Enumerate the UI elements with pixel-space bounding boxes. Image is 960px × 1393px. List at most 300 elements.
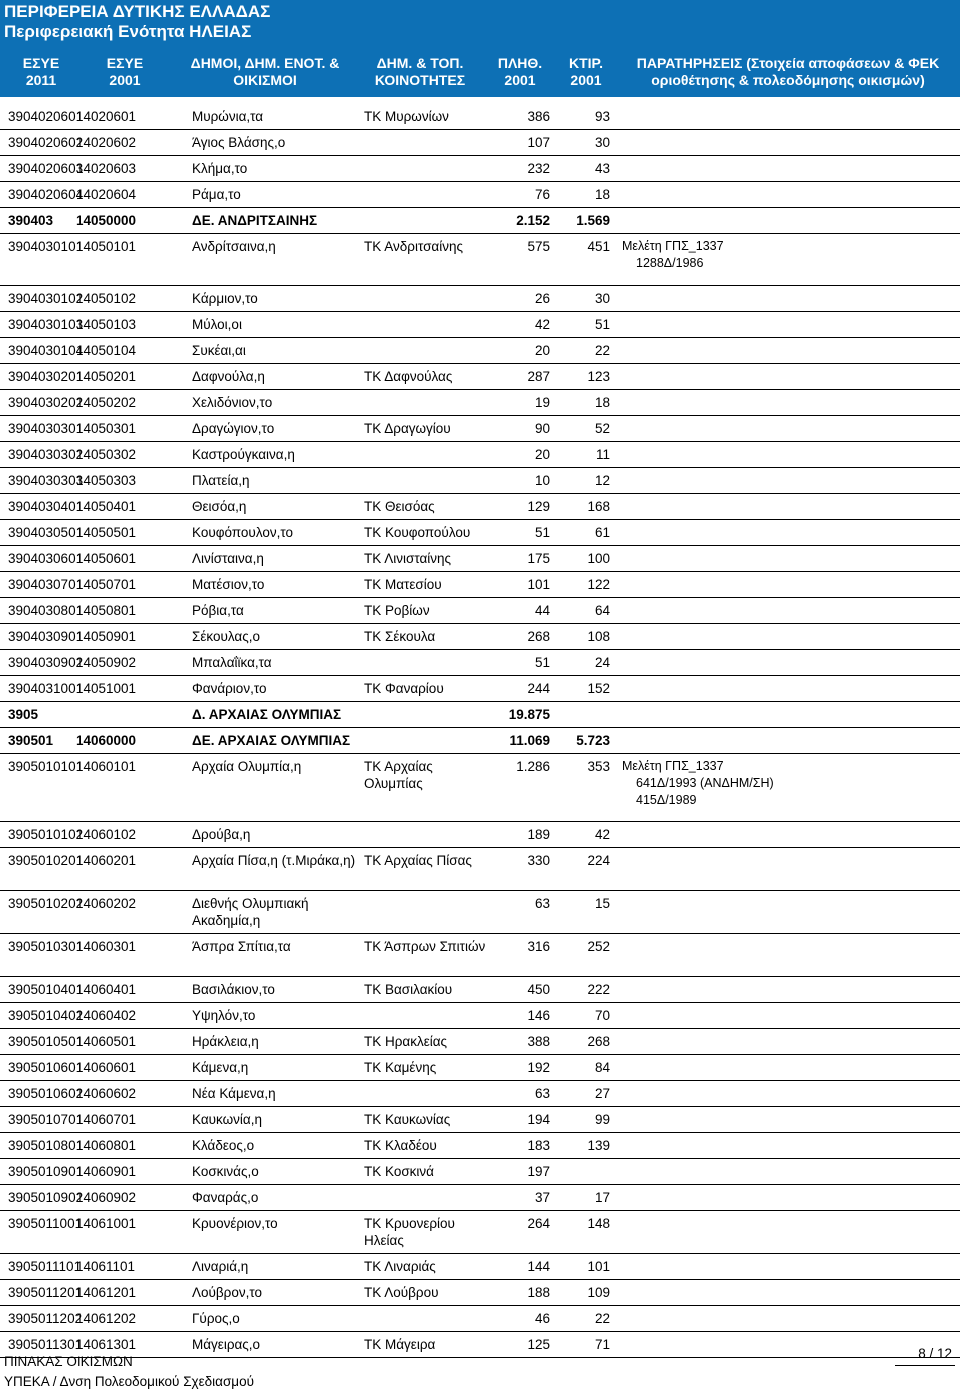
cell-c1: 14061101 <box>76 1259 136 1274</box>
cell-c4: 197 <box>527 1164 550 1179</box>
cell-c0: 3905010401 <box>8 982 84 997</box>
table-row <box>0 977 960 1003</box>
remark-line: 1288Δ/1986 <box>636 256 704 270</box>
cell-c5: 71 <box>594 1337 610 1352</box>
cell-c5: 99 <box>594 1112 610 1127</box>
cell-c2: Φαναράς,ο <box>192 1190 259 1205</box>
cell-c1: 14060301 <box>76 939 137 954</box>
cell-c2: Διεθνής Ολυμπιακή Ακαδημία,η <box>192 896 309 928</box>
settlements-table <box>0 104 960 1358</box>
cell-c1: 14020601 <box>76 109 137 124</box>
cell-c4: 19.875 <box>508 707 550 722</box>
table-row <box>0 312 960 338</box>
cell-c5: 93 <box>594 109 610 124</box>
cell-c4: 264 <box>527 1216 550 1231</box>
cell-c0: 3905010701 <box>8 1112 84 1127</box>
cell-c2: Ανδρίτσαινα,η <box>192 239 276 254</box>
table-row <box>0 208 960 234</box>
cell-c3: ΤΚ Βασιλακίου <box>364 982 453 997</box>
cell-c5: 148 <box>587 1216 610 1231</box>
cell-c3: ΤΚ Δραγωγίου <box>364 421 451 436</box>
table-row <box>0 442 960 468</box>
cell-c0: 3905010102 <box>8 827 84 842</box>
cell-c2: Βασιλάκιον,το <box>192 982 275 997</box>
cell-c1: 14060402 <box>76 1008 137 1023</box>
table-row <box>0 822 960 848</box>
table-row <box>0 364 960 390</box>
cell-c5: 451 <box>587 239 610 254</box>
cell-c3: ΤΚ Λούβρου <box>364 1285 439 1300</box>
remark-line: 641Δ/1993 (ΑΝΔΗΜ/ΣΗ) <box>636 776 774 790</box>
cell-c4: 26 <box>534 291 550 306</box>
cell-c1: 14050303 <box>76 473 137 488</box>
remarks-cell <box>622 238 957 272</box>
table-row <box>0 598 960 624</box>
table-row <box>0 234 960 286</box>
cell-c4: 42 <box>534 317 550 332</box>
table-row <box>0 728 960 754</box>
table-row <box>0 1280 960 1306</box>
cell-c0: 3904030101 <box>8 239 84 254</box>
cell-c0: 3905 <box>8 707 39 722</box>
cell-c4: 10 <box>534 473 550 488</box>
cell-c2: Θεισόα,η <box>192 499 247 514</box>
table-row <box>0 130 960 156</box>
table-row <box>0 1254 960 1280</box>
cell-c5: 42 <box>594 827 610 842</box>
cell-c0: 3905011101 <box>8 1259 82 1274</box>
cell-c4: 146 <box>527 1008 550 1023</box>
cell-c0: 3905010902 <box>8 1190 84 1205</box>
cell-c2: Καστρούγκαινα,η <box>192 447 295 462</box>
cell-c2: Άγιος Βλάσης,ο <box>192 135 286 150</box>
cell-c5: 139 <box>587 1138 610 1153</box>
cell-c1: 14060401 <box>76 982 137 997</box>
cell-c2: ΔΕ. ΑΝΔΡΙΤΣΑΙΝΗΣ <box>192 213 318 228</box>
table-row <box>0 182 960 208</box>
cell-c3: ΤΚ Ηρακλείας <box>364 1034 448 1049</box>
cell-c5: 22 <box>594 1311 610 1326</box>
cell-c0: 3905010101 <box>8 759 84 774</box>
cell-c1: 14050101 <box>76 239 137 254</box>
table-row <box>0 754 960 822</box>
cell-c4: 244 <box>527 681 550 696</box>
cell-c0: 390501 <box>8 733 54 748</box>
cell-c2: Συκέαι,αι <box>192 343 246 358</box>
cell-c0: 3905011202 <box>8 1311 83 1326</box>
cell-c0: 3904030202 <box>8 395 84 410</box>
cell-c4: 144 <box>527 1259 550 1274</box>
cell-c5: 43 <box>594 161 610 176</box>
cell-c1: 14050901 <box>76 629 137 644</box>
cell-c2: Ηράκλεια,η <box>192 1034 259 1049</box>
cell-c1: 14060801 <box>76 1138 137 1153</box>
cell-c1: 14020604 <box>76 187 137 202</box>
table-row <box>0 1211 960 1254</box>
cell-c2: Δ. ΑΡΧΑΙΑΣ ΟΛΥΜΠΙΑΣ <box>192 707 342 722</box>
cell-c1: 14050501 <box>76 525 137 540</box>
cell-c4: 20 <box>534 447 550 462</box>
cell-c1: 14061202 <box>76 1311 137 1326</box>
cell-c0: 3905010601 <box>8 1060 84 1075</box>
cell-c1: 14050000 <box>76 213 137 228</box>
footer <box>4 1352 254 1392</box>
cell-c2: Μύλοι,οι <box>192 317 242 332</box>
cell-c3: ΤΚ Κουφοπούλου <box>364 525 471 540</box>
col-header-buildings: ΚΤΙΡ. 2001 <box>569 55 603 88</box>
cell-c3: ΤΚ Λινισταίνης <box>364 551 452 566</box>
cell-c5: 353 <box>587 759 610 774</box>
cell-c2: Άσπρα Σπίτια,τα <box>192 939 291 954</box>
cell-c2: Πλατεία,η <box>192 473 250 488</box>
cell-c4: 129 <box>527 499 550 514</box>
cell-c4: 20 <box>534 343 550 358</box>
cell-c5: 22 <box>594 343 610 358</box>
table-row <box>0 338 960 364</box>
cell-c0: 3904030901 <box>8 629 84 644</box>
cell-c1: 14050103 <box>76 317 137 332</box>
table-row <box>0 1159 960 1185</box>
cell-c5: 84 <box>594 1060 610 1075</box>
page-number-rule <box>895 1365 955 1366</box>
cell-c5: 18 <box>594 395 610 410</box>
cell-c4: 63 <box>534 896 550 911</box>
cell-c0: 3904020602 <box>8 135 84 150</box>
cell-c1: 14061201 <box>76 1285 137 1300</box>
remarks-cell <box>622 758 957 809</box>
table-row <box>0 494 960 520</box>
cell-c0: 3904030601 <box>8 551 84 566</box>
cell-c3: ΤΚ Μάγειρα <box>364 1337 436 1352</box>
cell-c0: 3904030302 <box>8 447 84 462</box>
cell-c0: 3904030401 <box>8 499 84 514</box>
cell-c2: Νέα Κάμενα,η <box>192 1086 276 1101</box>
cell-c1: 14050701 <box>76 577 137 592</box>
cell-c2: Δρούβα,η <box>192 827 251 842</box>
cell-c1: 14050301 <box>76 421 137 436</box>
table-row <box>0 572 960 598</box>
cell-c3: ΤΚ Θεισόας <box>364 499 435 514</box>
cell-c0: 3904030301 <box>8 421 84 436</box>
cell-c3: ΤΚ Άσπρων Σπιτιών <box>364 939 486 954</box>
cell-c2: Κουφόπουλον,το <box>192 525 294 540</box>
cell-c3: ΤΚ Λιναριάς <box>364 1259 436 1274</box>
table-row <box>0 1107 960 1133</box>
remark-line: Μελέτη ΓΠΣ_1337 <box>622 759 724 773</box>
cell-c1: 14060201 <box>76 853 137 868</box>
table-row <box>0 1133 960 1159</box>
cell-c1: 14020603 <box>76 161 137 176</box>
cell-c4: 125 <box>527 1337 550 1352</box>
cell-c3: ΤΚ Καμένης <box>364 1060 437 1075</box>
unit-title: Περιφερειακή Ενότητα ΗΛΕΙΑΣ <box>4 22 252 41</box>
table-row <box>0 1306 960 1332</box>
table-row <box>0 546 960 572</box>
cell-c1: 14060602 <box>76 1086 137 1101</box>
table-row <box>0 1055 960 1081</box>
cell-c1: 14050202 <box>76 395 137 410</box>
cell-c1: 14060101 <box>76 759 137 774</box>
cell-c2: Μάγειρας,ο <box>192 1337 261 1352</box>
cell-c4: 2.152 <box>516 213 550 228</box>
table-row <box>0 520 960 546</box>
table-row <box>0 650 960 676</box>
cell-c1: 14061001 <box>76 1216 137 1231</box>
table-row <box>0 1185 960 1211</box>
cell-c2: Δαφνούλα,η <box>192 369 265 384</box>
cell-c5: 15 <box>594 896 610 911</box>
cell-c1: 14050801 <box>76 603 137 618</box>
cell-c2: Φανάριον,το <box>192 681 267 696</box>
cell-c5: 252 <box>587 939 610 954</box>
cell-c1: 14060902 <box>76 1190 137 1205</box>
cell-c1: 14051001 <box>76 681 137 696</box>
col-header-population: ΠΛΗΘ. 2001 <box>497 55 543 88</box>
region-title: ΠΕΡΙΦΕΡΕΙΑ ΔΥΤΙΚΗΣ ΕΛΛΑΔΑΣ <box>4 2 271 21</box>
cell-c0: 3904030102 <box>8 291 84 306</box>
cell-c3: ΤΚ Ροβίων <box>364 603 430 618</box>
cell-c4: 51 <box>534 525 550 540</box>
cell-c4: 37 <box>534 1190 550 1205</box>
col-header-communities: ΔΗΜ. & ΤΟΠ. ΚΟΙΝΟΤΗΤΕΣ <box>374 55 466 88</box>
cell-c4: 44 <box>534 603 550 618</box>
cell-c1: 14060501 <box>76 1034 137 1049</box>
cell-c4: 232 <box>527 161 550 176</box>
cell-c5: 224 <box>587 853 610 868</box>
cell-c2: Γύρος,ο <box>192 1311 240 1326</box>
cell-c5: 108 <box>587 629 610 644</box>
cell-c3: ΤΚ Δαφνούλας <box>364 369 453 384</box>
remark-line: Μελέτη ΓΠΣ_1337 <box>622 239 724 253</box>
cell-c0: 3904030104 <box>8 343 84 358</box>
cell-c1: 14060000 <box>76 733 137 748</box>
cell-c3: ΤΚ Ματεσίου <box>364 577 442 592</box>
cell-c0: 3905011301 <box>8 1337 83 1352</box>
cell-c2: Καυκωνία,η <box>192 1112 262 1127</box>
cell-c5: 27 <box>594 1086 610 1101</box>
cell-c2: Λούβρον,το <box>192 1285 263 1300</box>
cell-c0: 3905010402 <box>8 1008 84 1023</box>
table-row <box>0 1003 960 1029</box>
cell-c4: 194 <box>527 1112 550 1127</box>
cell-c4: 175 <box>527 551 550 566</box>
cell-c2: Λιναριά,η <box>192 1259 249 1274</box>
table-row <box>0 104 960 130</box>
cell-c0: 3905010901 <box>8 1164 84 1179</box>
cell-c2: Ρόβια,τα <box>192 603 244 618</box>
cell-c2: Σέκουλας,ο <box>192 629 260 644</box>
table-row <box>0 676 960 702</box>
cell-c2: Λινίσταινα,η <box>192 551 264 566</box>
cell-c1: 14050601 <box>76 551 137 566</box>
col-header-esye-2001: ΕΣΥΕ 2001 <box>106 55 144 88</box>
cell-c3: ΤΚ Κρυονερίου Ηλείας <box>364 1216 455 1248</box>
cell-c5: 222 <box>587 982 610 997</box>
cell-c2: Κοσκινάς,ο <box>192 1164 259 1179</box>
cell-c1: 14050104 <box>76 343 137 358</box>
cell-c0: 3904020601 <box>8 109 84 124</box>
table-row <box>0 848 960 891</box>
table-row <box>0 624 960 650</box>
cell-c5: 122 <box>587 577 610 592</box>
cell-c4: 51 <box>534 655 550 670</box>
cell-c4: 11.069 <box>509 733 550 748</box>
cell-c5: 64 <box>594 603 610 618</box>
table-row <box>0 1029 960 1055</box>
cell-c5: 101 <box>587 1259 610 1274</box>
cell-c5: 168 <box>587 499 610 514</box>
cell-c0: 3904030902 <box>8 655 84 670</box>
cell-c5: 30 <box>594 135 610 150</box>
cell-c4: 107 <box>527 135 550 150</box>
cell-c2: Ράμα,το <box>192 187 241 202</box>
cell-c5: 1.569 <box>576 213 610 228</box>
cell-c1: 14060102 <box>76 827 137 842</box>
cell-c4: 76 <box>534 187 550 202</box>
cell-c1: 14060701 <box>76 1112 137 1127</box>
cell-c0: 3905010201 <box>8 853 84 868</box>
cell-c1: 14050302 <box>76 447 137 462</box>
table-row <box>0 468 960 494</box>
cell-c2: Κάρμιον,το <box>192 291 258 306</box>
cell-c5: 152 <box>587 681 610 696</box>
cell-c5: 30 <box>594 291 610 306</box>
cell-c0: 3904030701 <box>8 577 84 592</box>
cell-c1: 14060202 <box>76 896 137 911</box>
cell-c2: Χελιδόνιον,το <box>192 395 273 410</box>
cell-c2: Αρχαία Ολυμπία,η <box>192 759 302 774</box>
cell-c0: 3905010301 <box>8 939 84 954</box>
cell-c2: Κλήμα,το <box>192 161 248 176</box>
cell-c0: 3904030801 <box>8 603 84 618</box>
cell-c3: ΤΚ Ανδριτσαίνης <box>364 239 464 254</box>
cell-c0: 3904030303 <box>8 473 84 488</box>
cell-c2: Μυρώνια,τα <box>192 109 264 124</box>
cell-c4: 101 <box>527 577 550 592</box>
cell-c1: 14050102 <box>76 291 137 306</box>
cell-c2: Κάμενα,η <box>192 1060 249 1075</box>
cell-c4: 330 <box>527 853 550 868</box>
cell-c5: 70 <box>594 1008 610 1023</box>
cell-c5: 12 <box>594 473 610 488</box>
cell-c4: 268 <box>527 629 550 644</box>
cell-c5: 109 <box>587 1285 610 1300</box>
cell-c5: 100 <box>587 551 610 566</box>
cell-c5: 24 <box>594 655 610 670</box>
cell-c5: 17 <box>594 1190 610 1205</box>
cell-c0: 3904030501 <box>8 525 84 540</box>
cell-c2: Ματέσιον,το <box>192 577 265 592</box>
cell-c4: 386 <box>527 109 550 124</box>
cell-c1: 14020602 <box>76 135 137 150</box>
cell-c2: Κλάδεος,ο <box>192 1138 255 1153</box>
cell-c5: 123 <box>587 369 610 384</box>
cell-c1: 14050201 <box>76 369 137 384</box>
cell-c1: 14060901 <box>76 1164 137 1179</box>
cell-c1: 14050401 <box>76 499 137 514</box>
table-row <box>0 286 960 312</box>
cell-c4: 19 <box>534 395 550 410</box>
cell-c4: 316 <box>527 939 550 954</box>
cell-c3: ΤΚ Μυρωνίων <box>364 109 449 124</box>
cell-c4: 46 <box>534 1311 550 1326</box>
cell-c1: 14060601 <box>76 1060 137 1075</box>
cell-c3: ΤΚ Κοσκινά <box>364 1164 434 1179</box>
cell-c0: 3904030103 <box>8 317 84 332</box>
cell-c0: 3905011201 <box>8 1285 83 1300</box>
cell-c3: ΤΚ Καυκωνίας <box>364 1112 451 1127</box>
cell-c3: ΤΚ Σέκουλα <box>364 629 436 644</box>
table-row <box>0 702 960 728</box>
table-row <box>0 390 960 416</box>
cell-c2: Μπαλαΐϊκα,τα <box>192 655 272 670</box>
cell-c5: 51 <box>594 317 610 332</box>
col-header-municipalities: ΔΗΜΟΙ, ΔΗΜ. ΕΝΟΤ. & ΟΙΚΙΣΜΟΙ <box>190 55 340 88</box>
cell-c5: 61 <box>594 525 610 540</box>
cell-c1: 14050902 <box>76 655 137 670</box>
cell-c0: 3905010801 <box>8 1138 84 1153</box>
cell-c0: 3904030201 <box>8 369 84 384</box>
table-row <box>0 416 960 442</box>
table-row <box>0 1081 960 1107</box>
cell-c2: ΔΕ. ΑΡΧΑΙΑΣ ΟΛΥΜΠΙΑΣ <box>192 733 351 748</box>
cell-c3: ΤΚ Κλαδέου <box>364 1138 437 1153</box>
cell-c2: Αρχαία Πίσα,η (τ.Μιράκα,η) <box>192 853 356 868</box>
cell-c5: 52 <box>594 421 610 436</box>
cell-c5: 18 <box>594 187 610 202</box>
cell-c3: ΤΚ Αρχαίας Πίσας <box>364 853 472 868</box>
cell-c5: 268 <box>587 1034 610 1049</box>
footer-table-title: ΠΙΝΑΚΑΣ ΟΙΚΙΣΜΩΝ <box>4 1354 133 1369</box>
page-number: 8 / 12 <box>918 1346 952 1361</box>
cell-c4: 1.286 <box>516 759 550 774</box>
table-row <box>0 156 960 182</box>
cell-c2: Υψηλόν,το <box>192 1008 256 1023</box>
footer-agency: ΥΠΕΚΑ / Δνση Πολεοδομικού Σχεδιασμού <box>4 1374 254 1389</box>
cell-c4: 575 <box>527 239 550 254</box>
cell-c4: 388 <box>527 1034 550 1049</box>
remark-line: 415Δ/1989 <box>636 793 697 807</box>
cell-c4: 183 <box>527 1138 550 1153</box>
header-banner <box>0 0 960 97</box>
cell-c5: 5.723 <box>576 733 610 748</box>
table-row <box>0 934 960 977</box>
col-header-esye-2011: ΕΣΥΕ 2011 <box>22 55 60 88</box>
cell-c2: Κρυονέριον,το <box>192 1216 278 1231</box>
cell-c1: 14061301 <box>76 1337 137 1352</box>
cell-c0: 3905010202 <box>8 896 84 911</box>
cell-c0: 3904020603 <box>8 161 84 176</box>
col-header-remarks: ΠΑΡΑΤΗΡΗΣΕΙΣ (Στοιχεία αποφάσεων & ΦΕΚ οριοθέτησης & πολεοδόμησης οικισμών) <box>636 55 940 88</box>
cell-c0: 3905010501 <box>8 1034 84 1049</box>
cell-c4: 63 <box>534 1086 550 1101</box>
cell-c5: 11 <box>595 447 610 462</box>
cell-c4: 189 <box>527 827 550 842</box>
cell-c3: ΤΚ Φαναρίου <box>364 681 444 696</box>
cell-c0: 390403 <box>8 213 54 228</box>
cell-c4: 450 <box>527 982 550 997</box>
cell-c0: 3905010602 <box>8 1086 84 1101</box>
table-row <box>0 891 960 934</box>
cell-c2: Δραγώγιον,το <box>192 421 275 436</box>
cell-c4: 192 <box>527 1060 550 1075</box>
cell-c3: ΤΚ Αρχαίας Ολυμπίας <box>364 759 433 791</box>
cell-c4: 287 <box>527 369 550 384</box>
cell-c0: 3904020604 <box>8 187 84 202</box>
cell-c0: 3904031001 <box>8 681 84 696</box>
cell-c4: 188 <box>527 1285 550 1300</box>
cell-c0: 3905011001 <box>8 1216 83 1231</box>
